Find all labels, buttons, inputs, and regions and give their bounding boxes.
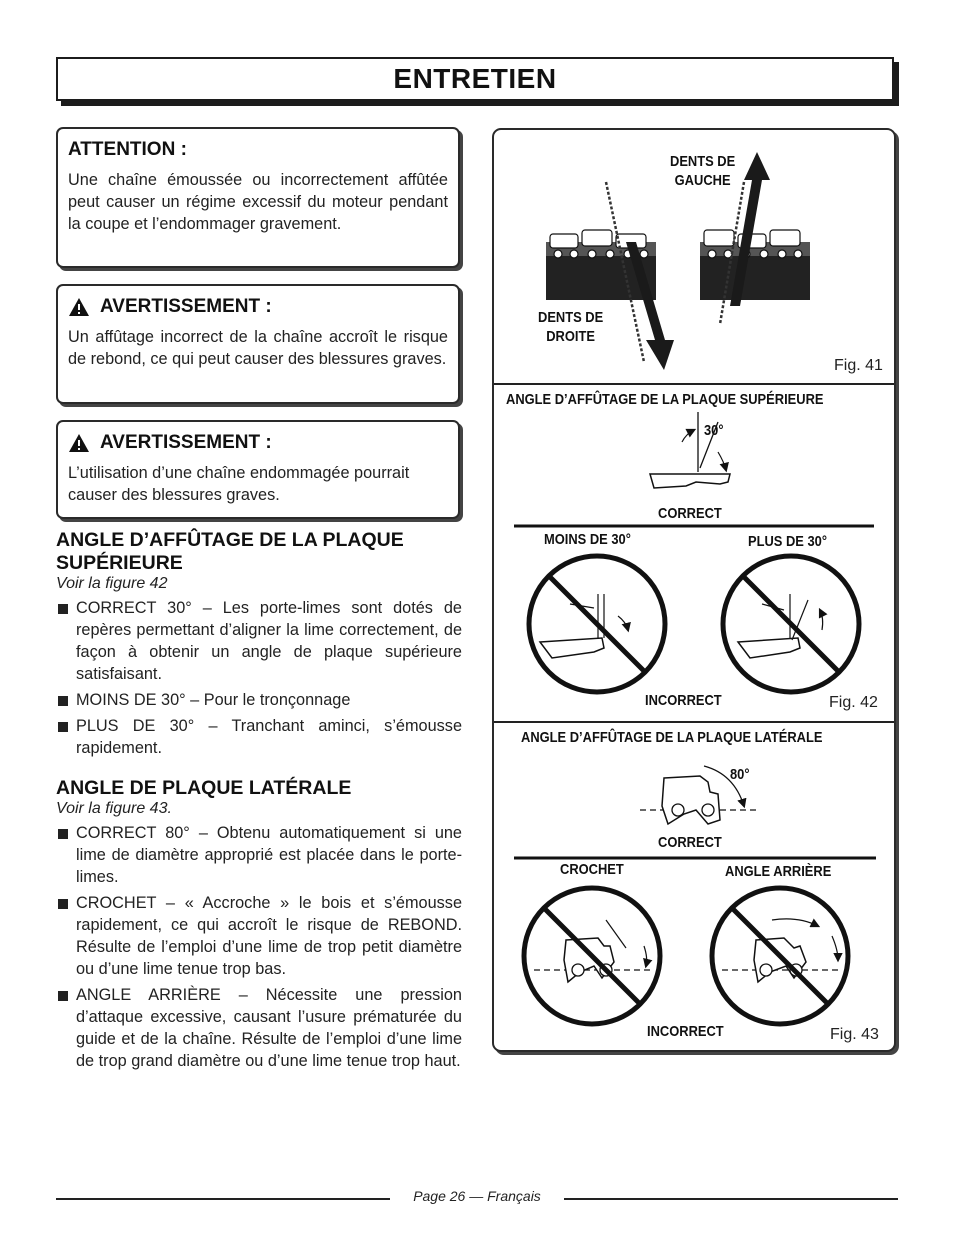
list-item: CORRECT 30° – Les porte-limes sont dotés de repères permettant d’aligner la lime correctement, de façon à obtenir un angle de plaque supérieure satisfaisant. [56,597,462,685]
fig41-label: Fig. 41 [834,357,883,374]
attention-title: ATTENTION : [68,139,187,160]
fig42-incorrect-label: INCORRECT [645,692,722,709]
figures-panel [492,128,896,1052]
fig43-hook-label: CROCHET [560,861,624,878]
list-item: CROCHET – « Accroche » le bois et s’émousse rapidement, ce qui accroît le risque de REBOND. Résulte de l’emploi d’une lime de trop petit diamètre ou d’une lime tenue trop bas. [56,892,462,980]
fig43-back-label: ANGLE ARRIÈRE [725,863,832,880]
warning-icon [68,297,90,317]
section-1-title: ANGLE D’AFFÛTAGE DE LA PLAQUE SUPÉRIEURE [56,529,404,574]
warning-2-heading [68,432,448,454]
section-2-title: ANGLE DE PLAQUE LATÉRALE [56,777,352,799]
warning-1-text: Un affûtage incorrect de la chaîne accroît le risque de rebond, ce qui peut causer des blessures graves. [68,328,448,368]
warning-1-heading [68,296,448,318]
fig43-title: ANGLE D’AFFÛTAGE DE LA PLAQUE LATÉRALE [521,729,823,746]
section-top-plate-angle [56,529,462,763]
left-teeth-line-1: DENTS DE [670,153,736,170]
list-item: PLUS DE 30° – Tranchant aminci, s’émousse rapidement. [56,715,462,759]
figures-illustration [494,130,896,1052]
fig42-correct-label: CORRECT [658,505,722,522]
fig43-correct-label: CORRECT [658,834,722,851]
attention-box [56,127,460,268]
list-item: ANGLE ARRIÈRE – Nécessite une pression d’attaque excessive, causant l’usure prématurée du guide et de la chaîne. Résulte de l’emploi d’une lime de trop grand diamètre ou d’une lime tenue trop haut. [56,984,462,1072]
warning-box-1 [56,284,460,404]
warning-icon [68,433,90,453]
list-item: CORRECT 80° – Obtenu automatiquement si une lime de diamètre approprié est placée dans le porte-limes. [56,822,462,888]
section-1-subtitle: Voir la figure 42 [56,575,168,592]
warning-2-text: L’utilisation d’une chaîne endommagée pourrait causer des blessures graves. [68,464,410,504]
warning-1-title: AVERTISSEMENT : [100,296,272,317]
fig42-label: Fig. 42 [829,694,878,711]
fig43-label: Fig. 43 [830,1026,879,1043]
fig43-hook [524,888,660,1024]
section-1-list [56,597,462,759]
section-2-list [56,822,462,1072]
left-teeth-label [670,152,735,190]
right-teeth-line-2: DROITE [546,328,595,345]
warning-box-2 [56,420,460,519]
section-2-subtitle: Voir la figure 43. [56,800,172,817]
section-side-plate-angle [56,777,462,1076]
fig42-angle: 30° [704,422,724,439]
page-footer: Page 26 — Français [413,1188,541,1204]
left-teeth-line-2: GAUCHE [674,172,731,189]
attention-text: Une chaîne émoussée ou incorrectement affûtée peut causer un régime excessif du moteur pendant la coupe et l’endommager gravement. [68,171,448,233]
fig43-incorrect-label: INCORRECT [647,1023,724,1040]
right-teeth-line-1: DENTS DE [538,309,604,326]
fig42-less-than-30 [529,556,665,692]
list-item: MOINS DE 30° – Pour le tronçonnage [56,689,462,711]
page-title: ENTRETIEN [393,63,557,94]
right-teeth-label [538,308,603,346]
fig42-more-label: PLUS DE 30° [748,533,828,550]
fig42-less-label: MOINS DE 30° [544,531,631,548]
fig42-more-than-30 [723,556,859,692]
fig42-title: ANGLE D’AFFÛTAGE DE LA PLAQUE SUPÉRIEURE [506,391,824,408]
fig43-angle: 80° [730,766,750,783]
fig43-back-angle [712,888,848,1024]
warning-2-title: AVERTISSEMENT : [100,432,272,453]
page-header [56,57,894,101]
